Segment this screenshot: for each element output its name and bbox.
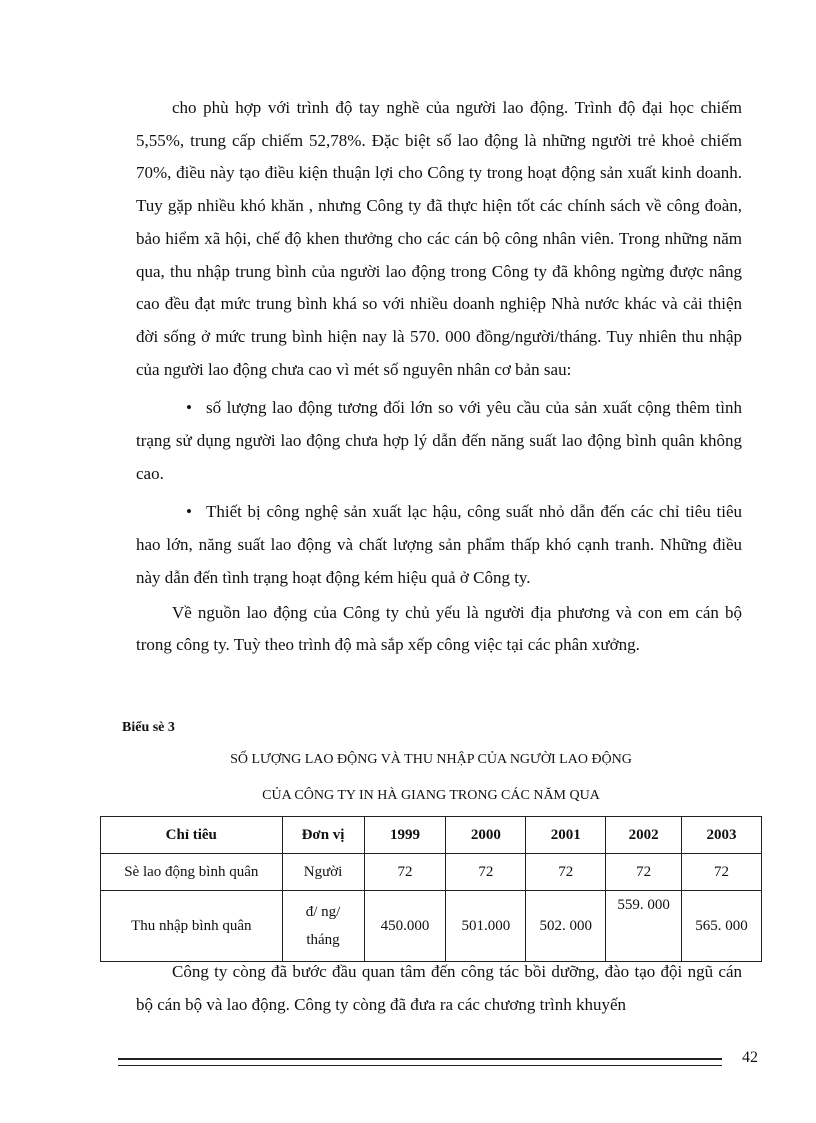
table-title-line-2: CỦA CÔNG TY IN HÀ GIANG TRONG CÁC NĂM QUA xyxy=(262,788,600,803)
paragraph-3: Công ty còng đã bước đầu quan tâm đến công tác bồi dưỡng, đào tạo đội ngũ cán bộ cán bộ và lao động. Công ty còng đã đưa ra các chương trình khuyến xyxy=(136,962,742,1014)
bullet-icon: • xyxy=(186,398,192,418)
body-text xyxy=(122,92,742,735)
bullet-item-1 xyxy=(136,392,742,490)
table-title-line-1: SỐ LƯỢNG LAO ĐỘNG VÀ THU NHẬP CỦA NGƯỜI LAO ĐỘNG xyxy=(230,752,632,767)
table-cell: 501.000 xyxy=(446,891,526,962)
paragraph-2: Về nguồn lao động của Công ty chủ yếu là người địa phương và con em cán bộ trong công ty. Tuỳ theo trình độ mà sắp xếp công việc tại các phân xưởng. xyxy=(136,602,742,655)
labor-income-table xyxy=(100,816,762,962)
table-header-row xyxy=(101,817,762,854)
table-cell: 502. 000 xyxy=(526,891,606,962)
table-cell: đ/ ng/ tháng xyxy=(282,891,364,962)
paragraph-1: cho phù hợp với trình độ tay nghề của người lao động. Trình độ đại học chiếm 5,55%, trung cấp chiếm 52,78%. Đặc biệt số lao động là những người trẻ khoẻ chiếm 70%, điều này tạo điều kiện thuận lợi cho Công ty trong hoạt động sản xuất kinh doanh. Tuy gặp nhiều khó khăn , nhưng Công ty đã thực hiện tốt các chính sách về công đoàn, bảo hiểm xã hội, chế độ khen thưởng cho các cán bộ công nhân viên. Trong những năm qua, thu nhập trung bình của người lao động trong Công ty đã không ngừng được nâng cao đều đạt mức trung bình khá so với nhiều doanh nghiệp Nhà nước khác và cải thiện đời sống ở mức trung bình hiện nay là 570. 000 đồng/người/tháng. Tuy nhiên thu nhập của người lao động chưa cao vì mét số nguyên nhân cơ bản sau: xyxy=(136,98,742,379)
table-cell: 450.000 xyxy=(364,891,446,962)
table-cell: 72 xyxy=(446,854,526,891)
table-row xyxy=(101,854,762,891)
header-cell: 1999 xyxy=(364,817,446,854)
table-cell: 72 xyxy=(364,854,446,891)
header-cell: 2003 xyxy=(682,817,762,854)
header-cell: Đơn vị xyxy=(282,817,364,854)
bullet-item-2 xyxy=(136,496,742,594)
table-row xyxy=(101,891,762,962)
header-cell: 2000 xyxy=(446,817,526,854)
table-cell: 72 xyxy=(682,854,762,891)
header-cell: 2001 xyxy=(526,817,606,854)
table-heading xyxy=(100,742,762,812)
table-cell: 72 xyxy=(606,854,682,891)
body-text-after-table xyxy=(136,956,742,1021)
table-cell: Thu nhập bình quân xyxy=(101,891,283,962)
header-cell: 2002 xyxy=(606,817,682,854)
table-cell: 565. 000 xyxy=(682,891,762,962)
header-cell: Chỉ tiêu xyxy=(101,817,283,854)
bullet-text-1: số lượng lao động tương đối lớn so với yêu cầu của sản xuất cộng thêm tình trạng sử dụng người lao động chưa hợp lý dẫn đến năng suất lao động bình quân không cao. xyxy=(136,398,742,483)
table-caption: Biểu sè 3 xyxy=(122,720,175,735)
bullet-icon: • xyxy=(186,502,192,522)
page-number: 42 xyxy=(742,1049,758,1066)
table-cell: 559. 000 xyxy=(606,891,682,962)
table-cell: 72 xyxy=(526,854,606,891)
bullet-text-2: Thiết bị công nghệ sản xuất lạc hậu, công suất nhỏ dẫn đến các chỉ tiêu tiêu hao lớn, năng suất lao động và chất lượng sản phẩm thấp khó cạnh tranh. Những điều này dẫn đến tình trạng hoạt động kém hiệu quả ở Công ty. xyxy=(136,502,742,587)
footer-rule xyxy=(118,1058,722,1066)
table-cell: Người xyxy=(282,854,364,891)
table-cell: Sè lao động bình quân xyxy=(101,854,283,891)
